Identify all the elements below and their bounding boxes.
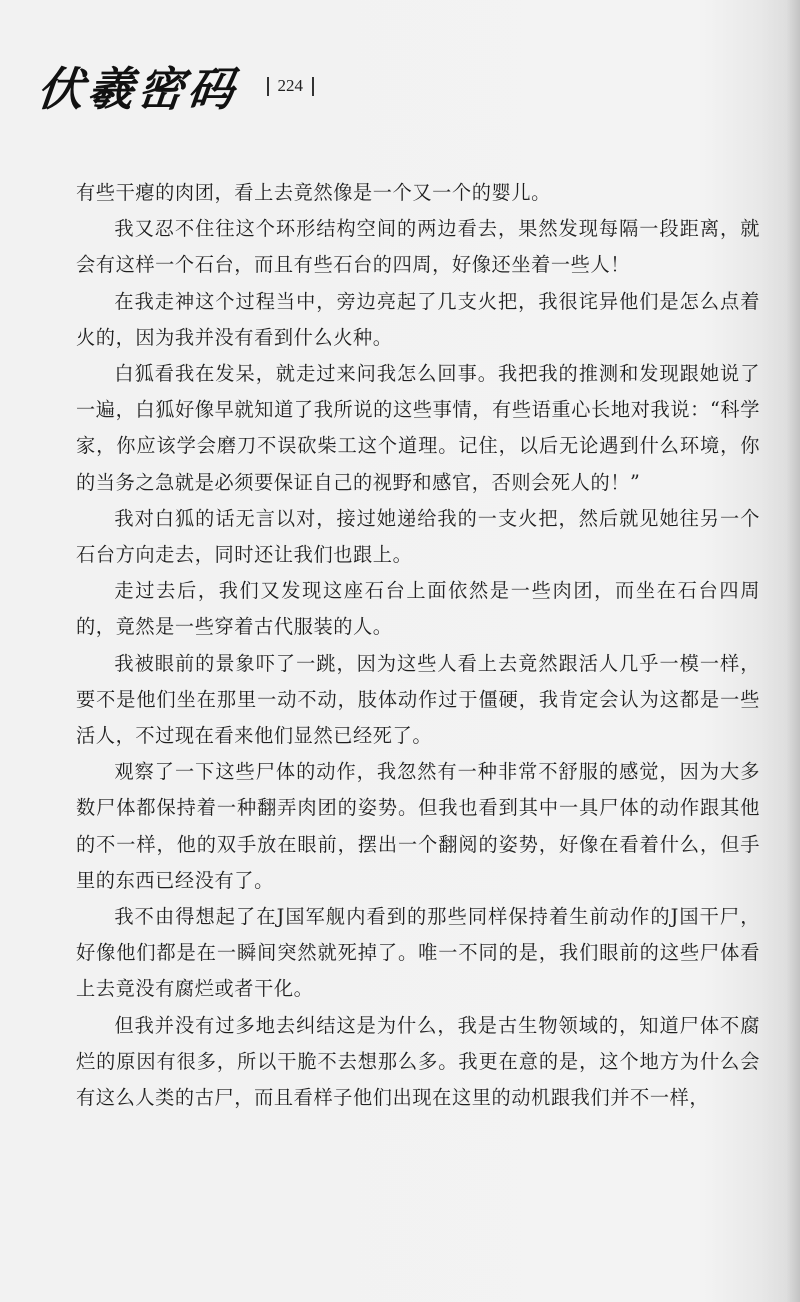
paragraph: 走过去后，我们又发现这座石台上面依然是一些肉团，而坐在石台四周的，竟然是一些穿着古代服装的人。 <box>76 579 760 639</box>
paragraph: 我不由得想起了在J国军舰内看到的那些同样保持着生前动作的J国干尸，好像他们都是在一瞬间突然就死掉了。唯一不同的是，我们眼前的这些尸体看上去竟没有腐烂或者干化。 <box>76 905 760 1001</box>
page-header <box>34 56 323 116</box>
divider-left <box>267 77 269 96</box>
book-title: 伏羲密码 <box>34 62 241 116</box>
page-number-block <box>258 76 323 96</box>
paragraph: 我对白狐的话无言以对，接过她递给我的一支火把，然后就见她往另一个石台方向走去，同时还让我们也跟上。 <box>76 506 760 567</box>
paragraph: 但我并没有过多地去纠结这是为什么，我是古生物领域的，知道尸体不腐烂的原因有很多，所以干脆不去想那么多。我更在意的是，这个地方为什么会有这么人类的古尸，而且看样子他们出现在这里的动机跟我们并不一样， <box>76 1013 760 1110</box>
paragraph: 我被眼前的景象吓了一跳，因为这些人看上去竟然跟活人几乎一模一样，要不是他们坐在那里一动不动，肢体动作过于僵硬，我肯定会认为这都是一些活人，不过现在看来他们显然已经死了。 <box>76 651 760 748</box>
divider-right <box>312 77 314 96</box>
paragraph: 我又忍不住往这个环形结构空间的两边看去，果然发现每隔一段距离，就会有这样一个石台，而且有些石台的四周，好像还坐着一些人！ <box>76 217 760 277</box>
page-number: 224 <box>277 76 303 95</box>
body-text <box>76 175 760 1116</box>
paragraph: 观察了一下这些尸体的动作，我忽然有一种非常不舒服的感觉，因为大多数尸体都保持着一种翻弄肉团的姿势。但我也看到其中一具尸体的动作跟其他的不一样，他的双手放在眼前，摆出一个翻阅的姿势，好像在看着什么，但手里的东西已经没有了。 <box>76 760 760 892</box>
page-edge-shadow <box>786 0 800 1302</box>
paragraph: 有些干瘪的肉团，看上去竟然像是一个又一个的婴儿。 <box>76 181 551 204</box>
paragraph: 在我走神这个过程当中，旁边亮起了几支火把，我很诧异他们是怎么点着火的，因为我并没有看到什么火种。 <box>76 289 760 349</box>
paragraph: 白狐看我在发呆，就走过来问我怎么回事。我把我的推测和发现跟她说了一遍，白狐好像早就知道了我所说的这些事情，有些语重心长地对我说：“科学家，你应该学会磨刀不误砍柴工这个道理。记住，以后无论遇到什么环境，你的当务之急就是必须要保证自己的视野和感官，否则会死人的！” <box>76 362 760 494</box>
